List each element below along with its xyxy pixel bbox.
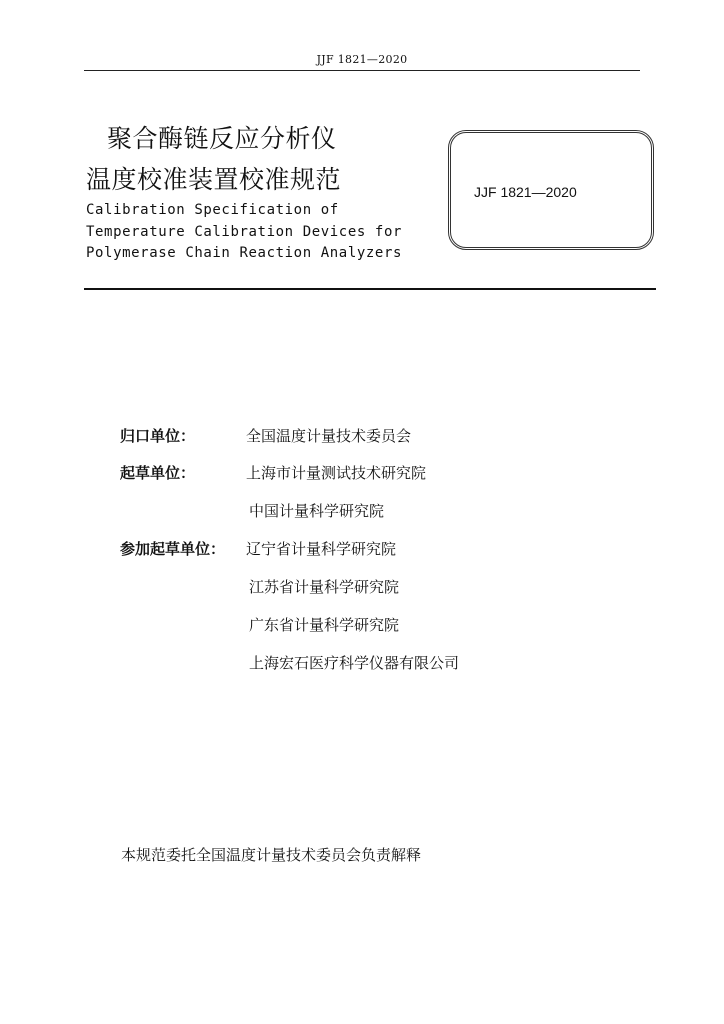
participating-unit-value-1: 辽宁省计量科学研究院 xyxy=(246,540,397,558)
participating-unit-row-3 xyxy=(0,613,724,637)
participating-unit-value-3: 广东省计量科学研究院 xyxy=(249,616,400,634)
title-english-line-1: Calibration Specification of xyxy=(86,202,339,218)
title-english-line-2: Temperature Calibration Devices for xyxy=(86,223,403,240)
responsible-unit-label: 归口单位： xyxy=(120,427,196,445)
header-divider xyxy=(84,70,640,71)
title-chinese-line-1: 聚合酶链反应分析仪 xyxy=(107,124,337,153)
drafting-unit-value-1: 上海市计量测试技术研究院 xyxy=(246,464,427,482)
title-english xyxy=(86,200,402,265)
participating-unit-value-2: 江苏省计量科学研究院 xyxy=(249,578,400,596)
responsible-unit-value: 全国温度计量技术委员会 xyxy=(246,427,412,445)
drafting-unit-label: 起草单位： xyxy=(120,464,196,482)
header-standard-code: JJF 1821—2020 xyxy=(316,53,408,66)
participating-unit-row xyxy=(0,537,724,561)
participating-unit-label: 参加起草单位： xyxy=(120,540,226,558)
participating-unit-row-2 xyxy=(0,575,724,599)
title-divider xyxy=(84,288,656,290)
participating-unit-row-4 xyxy=(0,651,724,675)
standard-code-box-text: JJF 1821—2020 xyxy=(474,184,577,200)
interpretation-note: 本规范委托全国温度计量技术委员会负责解释 xyxy=(121,846,422,864)
title-chinese-line-2: 温度校准装置校准规范 xyxy=(86,165,342,194)
responsible-unit-row xyxy=(0,424,724,448)
drafting-unit-row-2 xyxy=(0,499,724,523)
drafting-unit-row xyxy=(0,461,724,485)
participating-unit-value-4: 上海宏石医疗科学仪器有限公司 xyxy=(249,654,460,672)
drafting-unit-value-2: 中国计量科学研究院 xyxy=(249,502,385,520)
title-english-line-3: Polymerase Chain Reaction Analyzers xyxy=(86,245,403,261)
